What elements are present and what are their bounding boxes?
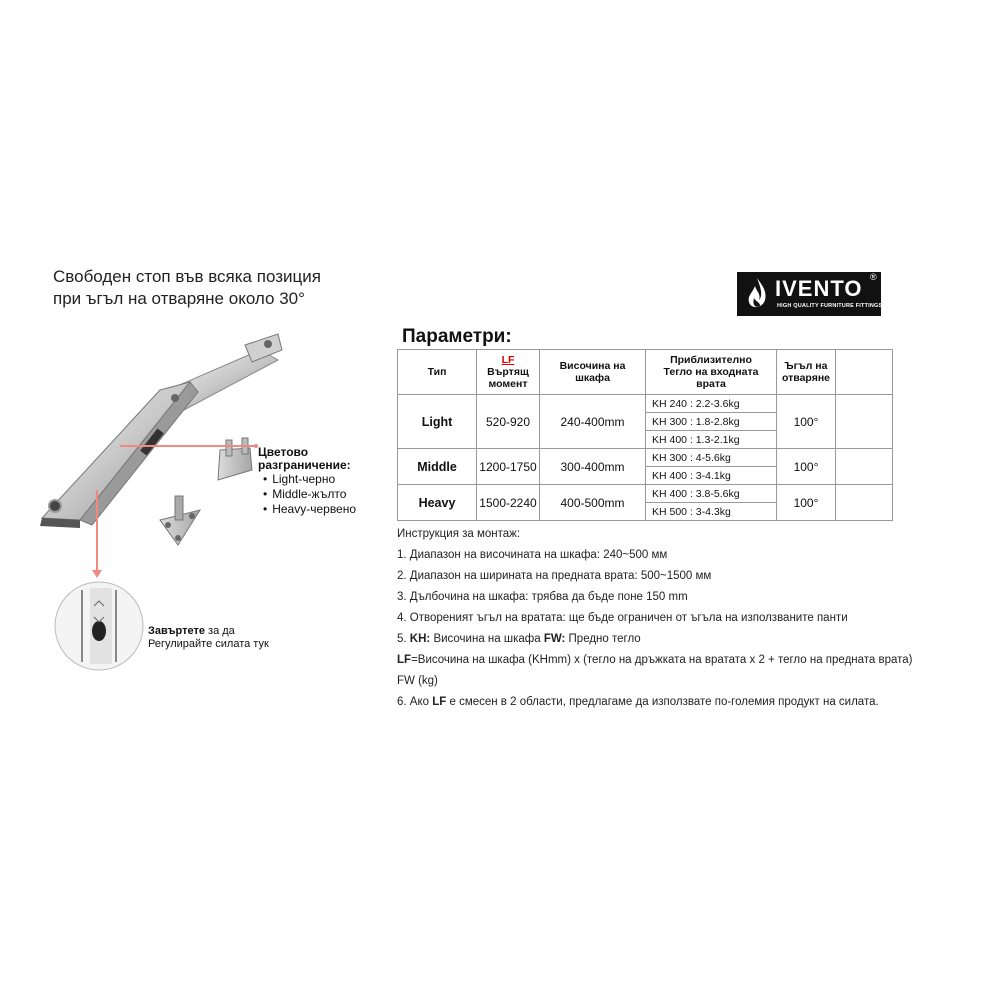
row-heavy-weight-2: KH 500 : 3-4.3kg	[646, 503, 777, 521]
instruction-formula	[397, 650, 957, 671]
header-height	[540, 350, 646, 395]
formula-text: =Височина на шкафа (KHmm) x (тегло на дръжката на вратата x 2 + тегло на предната врата)	[411, 654, 913, 666]
mount-bracket-small	[218, 438, 252, 480]
adjust-detail-circle	[55, 582, 143, 670]
color-note-title-2: разграничение:	[258, 458, 351, 472]
row-light-name: Light	[398, 395, 477, 449]
table-row	[398, 395, 893, 413]
row-heavy-name: Heavy	[398, 485, 477, 521]
headline	[53, 266, 383, 310]
row-middle-weight-1: KH 300 : 4-5.6kg	[646, 449, 777, 467]
item5-prefix: 5.	[397, 633, 410, 645]
row-light-height: 240-400mm	[540, 395, 646, 449]
row-light-angle: 100°	[777, 395, 836, 449]
flame-icon	[743, 276, 771, 312]
item5-end: Предно тегло	[565, 633, 641, 645]
header-torque: Въртящ момент	[487, 366, 529, 390]
instruction-item-6	[397, 692, 957, 713]
row-middle-lf: 1200-1750	[477, 449, 540, 485]
header-angle	[777, 350, 836, 395]
instruction-item-1: 1. Диапазон на височината на шкафа: 240~500 мм	[397, 549, 668, 561]
row-middle-name: Middle	[398, 449, 477, 485]
row-heavy-height: 400-500mm	[540, 485, 646, 521]
row-light-extra	[836, 395, 893, 449]
row-middle-weight-2: KH 400 : 3-4.1kg	[646, 467, 777, 485]
logo-brand: IVENTO	[775, 276, 863, 301]
params-header-row	[398, 350, 893, 395]
item6-end: е смесен в 2 области, предлагаме да използвате по-големия продукт на силата.	[446, 696, 879, 708]
params-title: Параметри:	[402, 326, 512, 347]
row-middle-extra	[836, 449, 893, 485]
header-angle-label: Ъгъл на отваряне	[781, 360, 831, 384]
color-pointer-line	[120, 445, 258, 447]
header-lf	[477, 350, 540, 395]
header-height-label: Височина на шкафа	[559, 360, 626, 384]
mount-plate-triangle	[160, 496, 200, 545]
headline-line-1: Свободен стоп във всяка позиция	[53, 267, 321, 286]
header-weight	[646, 350, 777, 395]
row-light-lf: 520-920	[477, 395, 540, 449]
item5-fw: FW:	[543, 633, 566, 645]
item6-lf: LF	[432, 696, 447, 708]
adjust-note-rest: за да	[204, 625, 235, 637]
params-table	[397, 349, 893, 521]
color-list	[258, 472, 356, 517]
instruction-item-4: 4. Отвореният ъгъл на вратата: ще бъде ограничен от ъгъла на използваните панти	[397, 612, 848, 624]
header-lf-label: LF	[501, 354, 515, 366]
adjust-note-bold: Завъртете	[148, 625, 205, 637]
table-row	[398, 485, 893, 503]
adjust-force-note	[148, 625, 269, 651]
row-middle-height: 300-400mm	[540, 449, 646, 485]
instruction-item-3: 3. Дълбочина на шкафа: трябва да бъде поне 150 mm	[397, 591, 688, 603]
row-light-weight-3: KH 400 : 1.3-2.1kg	[646, 431, 777, 449]
header-type: Тип	[398, 350, 477, 395]
row-middle-angle: 100°	[777, 449, 836, 485]
header-extra	[836, 350, 893, 395]
installation-instructions	[397, 524, 957, 713]
row-heavy-lf: 1500-2240	[477, 485, 540, 521]
logo-registered: ®	[870, 272, 877, 282]
row-light-weight-1: KH 240 : 2.2-3.6kg	[646, 395, 777, 413]
formula-lf: LF	[397, 654, 412, 666]
color-distinction-note	[258, 446, 356, 517]
row-light-weight-2: KH 300 : 1.8-2.8kg	[646, 413, 777, 431]
color-note-title-1: Цветово	[258, 445, 309, 459]
item6-prefix: 6. Ако	[397, 696, 433, 708]
row-heavy-weight-1: KH 400 : 3.8-5.6kg	[646, 485, 777, 503]
instructions-title: Инструкция за монтаж:	[397, 528, 521, 540]
item5-kh: KH:	[409, 633, 431, 645]
color-item-light: • Light-черно	[274, 472, 356, 487]
item5-mid: Височина на шкафа	[430, 633, 544, 645]
instruction-item-5	[397, 629, 957, 650]
logo-tagline: HIGH QUALITY FURNITURE FITTINGS	[777, 303, 883, 309]
instruction-formula-unit: FW (kg)	[397, 675, 438, 687]
instruction-item-2: 2. Диапазон на ширината на предната врата: 500~1500 мм	[397, 570, 712, 582]
table-row	[398, 449, 893, 467]
color-item-middle: • Middle-жълто	[274, 487, 356, 502]
stay-body	[40, 382, 198, 528]
adjust-note-line-2: Регулирайте силата тук	[148, 638, 269, 650]
header-weight-label: Приблизително Тегло на входната врата	[663, 354, 759, 390]
row-heavy-angle: 100°	[777, 485, 836, 521]
color-item-heavy: • Heavy-червено	[274, 502, 356, 517]
headline-line-2: при ъгъл на отваряне около 30°	[53, 289, 305, 308]
ivento-logo	[737, 272, 881, 316]
row-heavy-extra	[836, 485, 893, 521]
